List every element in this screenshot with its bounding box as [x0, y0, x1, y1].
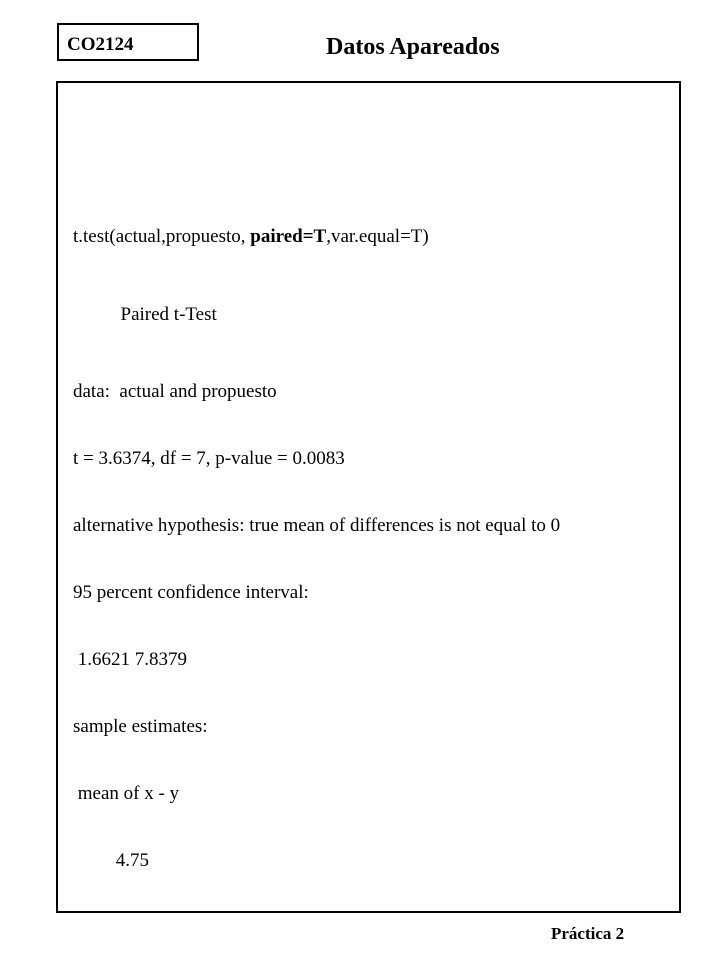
output-statistic-line: t = 3.6374, df = 7, p-value = 0.0083 — [73, 448, 345, 469]
course-code-box — [57, 23, 199, 61]
output-ci-values: 1.6621 7.8379 — [73, 649, 187, 670]
output-estimates-label: sample estimates: — [73, 716, 208, 737]
output-hypothesis-line: alternative hypothesis: true mean of differences is not equal to 0 — [73, 515, 561, 536]
command-text-end: ,var.equal=T) — [326, 226, 429, 247]
output-data-line: data: actual and propuesto — [73, 381, 277, 402]
output-estimate-name: mean of x - y — [73, 783, 180, 804]
output-ci-label: 95 percent confidence interval: — [73, 582, 309, 603]
r-command — [73, 225, 560, 248]
command-text-start: t.test(actual,propuesto, — [73, 226, 251, 247]
r-output — [73, 181, 560, 916]
footer-label: Práctica 2 — [551, 924, 625, 943]
test-title: Paired t-Test — [73, 304, 217, 325]
content-frame — [56, 81, 681, 913]
course-code: CO2124 — [67, 34, 134, 55]
output-estimate-value: 4.75 — [73, 850, 149, 871]
slide-title: Datos Apareados — [326, 34, 500, 60]
command-paired-arg: paired=T — [250, 226, 327, 247]
